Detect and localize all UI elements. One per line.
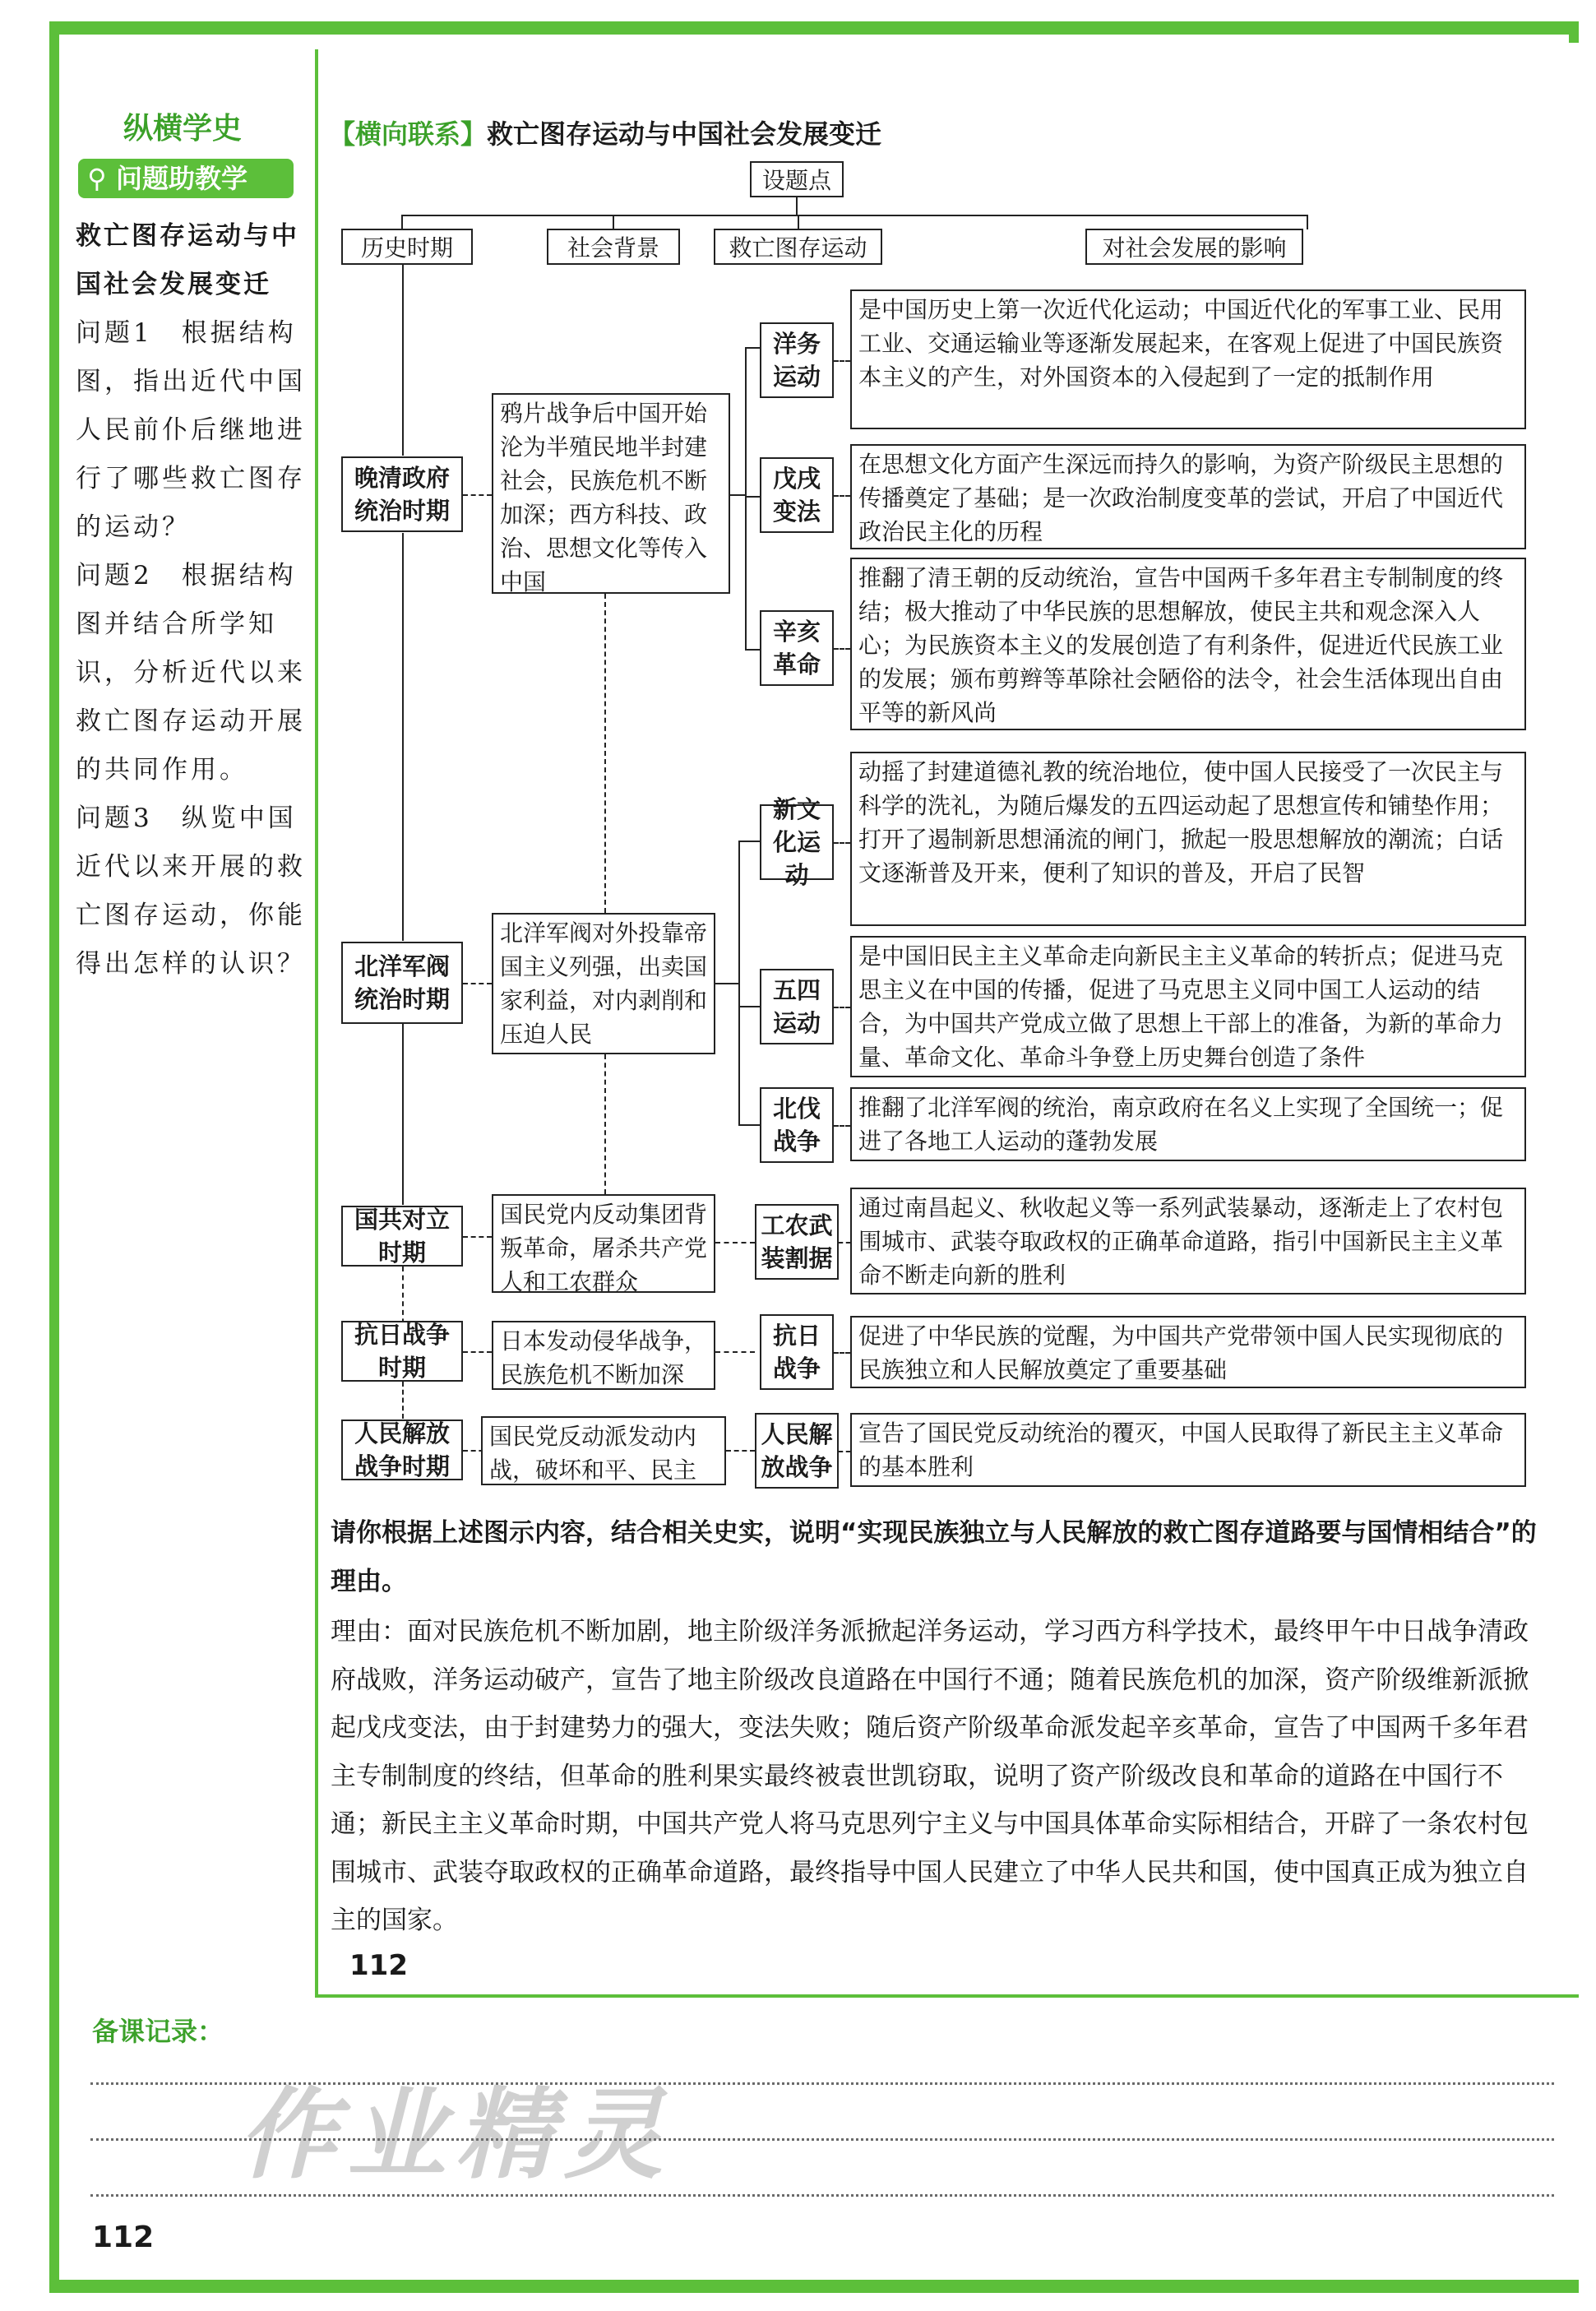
search-icon: ⚲	[87, 163, 107, 194]
frame-left-bar	[49, 21, 59, 2291]
movement-may-fourth: 五四运动	[760, 969, 834, 1044]
background-late-qing: 鸦片战争后中国开始沦为半殖民地半封建社会，民族危机不断加深；西方科技、政治、思想文化等传入中国	[492, 393, 730, 594]
movement-new-culture: 新文化运动	[760, 804, 834, 880]
movement-liberation-war: 人民解放战争	[755, 1413, 839, 1489]
sidebar-question-3: 问题3 纵览中国近代以来开展的救亡图存运动，你能得出怎样的认识？	[76, 804, 306, 979]
impact-northern-expedition: 推翻了北洋军阀的统治，南京政府在名义上实现了全国统一；促进了各地工人运动的蓬勃发展	[850, 1087, 1526, 1161]
category-background: 社会背景	[547, 229, 680, 265]
frame-bottom-bar	[49, 2280, 1579, 2293]
frame-right-bar	[1569, 21, 1579, 43]
sidebar-questions	[76, 212, 306, 989]
category-period: 历史时期	[341, 229, 473, 265]
period-anti-japanese: 抗日战争时期	[341, 1321, 463, 1382]
section-header	[329, 113, 881, 151]
sidebar-title: 纵横学史	[123, 112, 243, 146]
column-divider	[315, 49, 318, 1998]
sidebar-question-1: 问题1 根据结构图，指出近代中国人民前仆后继地进行了哪些救亡图存的运动？	[76, 318, 306, 542]
period-liberation: 人民解放战争时期	[341, 1419, 463, 1480]
background-beiyang: 北洋军阀对外投靠帝国主义列强，出卖国家利益，对内剥削和压迫人民	[492, 913, 715, 1054]
impact-1911-revolution: 推翻了清王朝的反动统治，宣告中国两千多年君主专制制度的终结；极大推动了中华民族的思想解放，使民主共和观念深入人心；为民族资本主义的发展创造了有利条件，促进近代民族工业的发展；颁布剪辫等革除社会陋俗的法令，社会生活体现出自由平等的新风尚	[850, 558, 1526, 730]
movement-northern-expedition: 北伐战争	[760, 1087, 834, 1163]
sidebar-badge	[78, 159, 294, 198]
impact-new-culture: 动摇了封建道德礼教的统治地位，使中国人民接受了一次民主与科学的洗礼，为随后爆发的五四运动起了思想宣传和铺垫作用；打开了遏制新思想涌流的闸门，掀起一股思想解放的潮流；白话文逐渐普及开来，便利了知识的普及，开启了民智	[850, 752, 1526, 926]
page-number-inner: 112	[349, 1949, 408, 1982]
category-movement: 救亡图存运动	[714, 229, 882, 265]
background-kmt-cpc: 国民党内反动集团背叛革命，屠杀共产党人和工农群众	[492, 1194, 715, 1293]
sidebar-badge-label: 问题助教学	[116, 163, 248, 194]
frame-top-bar	[49, 21, 1579, 35]
impact-liberation-war: 宣告了国民党反动统治的覆灭，中国人民取得了新民主主义革命的基本胜利	[850, 1413, 1526, 1487]
background-anti-japanese: 日本发动侵华战争，民族危机不断加深	[492, 1321, 715, 1390]
sidebar-question-2: 问题2 根据结构图并结合所学知识，分析近代以来救亡图存运动开展的共同作用。	[76, 561, 306, 785]
page-number: 112	[92, 2221, 155, 2254]
impact-armed-separatism: 通过南昌起义、秋收起义等一系列武装暴动，逐渐走上了农村包围城市、武装夺取政权的正确革命道路，指引中国新民主主义革命不断走向新的胜利	[850, 1188, 1526, 1294]
movement-westernization: 洋务运动	[760, 322, 834, 398]
section-divider	[317, 1994, 1579, 1998]
header-tag: 【横向联系】	[329, 118, 488, 150]
sidebar-heading: 救亡图存运动与中国社会发展变迁	[76, 221, 299, 299]
header-title: 救亡图存运动与中国社会发展变迁	[487, 118, 882, 150]
movement-1911-revolution: 辛亥革命	[760, 610, 834, 686]
answer-text: 理由：面对民族危机不断加剧，地主阶级洋务派掀起洋务运动，学习西方科学技术，最终甲午中日战争清政府战败，洋务运动破产，宣告了地主阶级改良道路在中国行不通；随着民族危机的加深，资产阶级维新派掀起戊戌变法，由于封建势力的强大，变法失败；随后资产阶级革命派发起辛亥革命，宣告了中国两千多年君主专制制度的终结，但革命的胜利果实最终被袁世凯窃取，说明了资产阶级改良和革命的道路在中国行不通；新民主主义革命时期，中国共产党人将马克思列宁主义与中国具体革命实际相结合，开辟了一条农村包围城市、武装夺取政权的正确革命道路，最终指导中国人民建立了中华人民共和国，使中国真正成为独立自主的国家。	[331, 1617, 1529, 1935]
diagram-root: 设题点	[750, 161, 844, 197]
impact-anti-japanese-war: 促进了中华民族的觉醒，为中国共产党带领中国人民实现彻底的民族独立和人民解放奠定了重要基础	[850, 1316, 1526, 1388]
movement-anti-japanese-war: 抗日战争	[760, 1314, 834, 1390]
background-liberation: 国民党反动派发动内战，破坏和平、民主	[481, 1416, 726, 1485]
movement-armed-separatism: 工农武装割据	[755, 1204, 839, 1280]
impact-may-fourth: 是中国旧民主主义革命走向新民主主义革命的转折点；促进马克思主义在中国的传播，促进了马克思主义同中国工人运动的结合，为中国共产党成立做了思想上干部上的准备，为新的革命力量、革命文化、革命斗争登上历史舞台创造了条件	[850, 936, 1526, 1077]
movement-reform-1898: 戊戌变法	[760, 457, 834, 533]
question-text: 请你根据上述图示内容，结合相关史实，说明“实现民族独立与人民解放的救亡图存道路要与国情相结合”的理由。	[331, 1518, 1537, 1596]
impact-westernization: 是中国历史上第一次近代化运动；中国近代化的军事工业、民用工业、交通运输业等逐渐发展起来，在客观上促进了中国民族资本主义的产生，对外国资本的入侵起到了一定的抵制作用	[850, 289, 1526, 429]
watermark: 作业精灵	[238, 2078, 673, 2193]
period-kmt-cpc: 国共对立时期	[341, 1206, 463, 1267]
category-impact: 对社会发展的影响	[1085, 229, 1303, 265]
impact-reform-1898: 在思想文化方面产生深远而持久的影响，为资产阶级民主思想的传播奠定了基础；是一次政治制度变革的尝试，开启了中国近代政治民主化的历程	[850, 444, 1526, 549]
notes-label: 备课记录：	[92, 2016, 224, 2047]
period-late-qing: 晚清政府统治时期	[341, 456, 463, 532]
period-beiyang: 北洋军阀统治时期	[341, 942, 463, 1024]
